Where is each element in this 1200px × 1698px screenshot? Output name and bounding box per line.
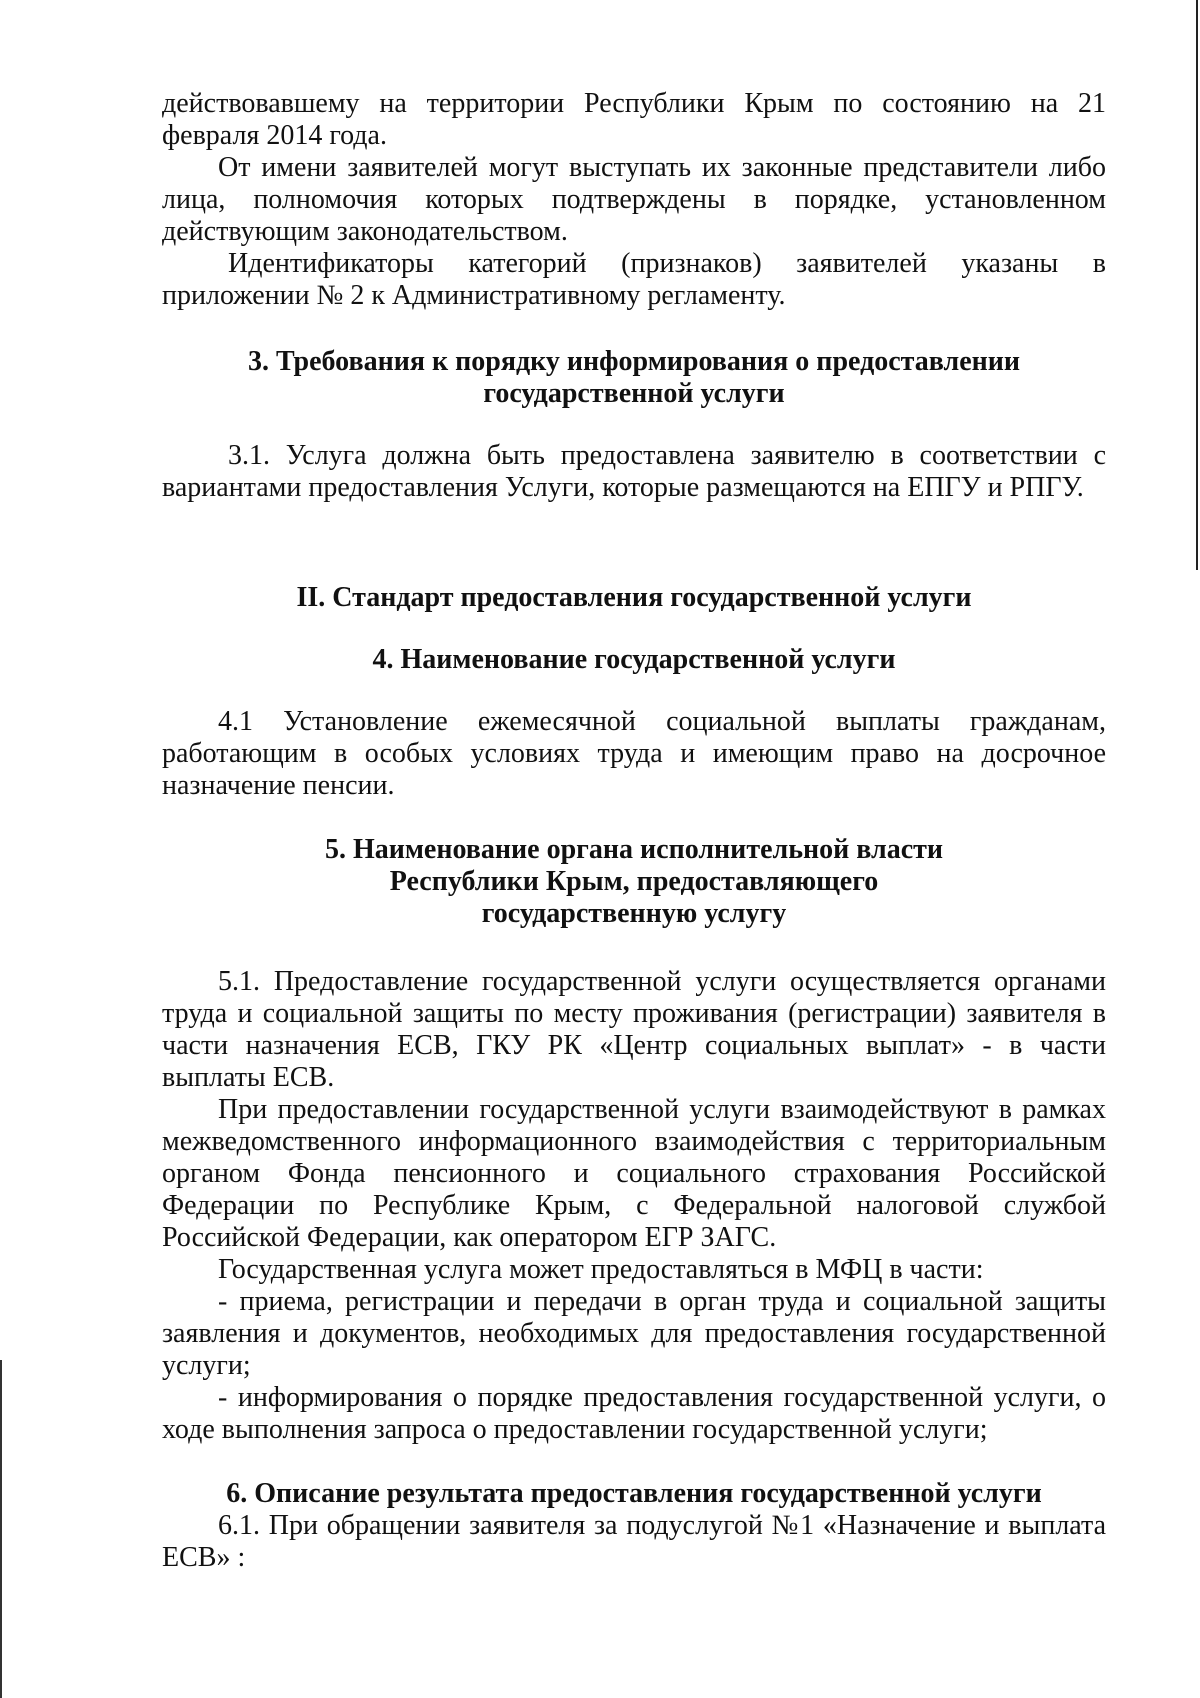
- paragraph-5-1: 5.1. Предоставление государственной услуги осуществляется органами труда и социальной защиты по месту проживания (регистрации) заявителя в части назначения ЕСВ, ГКУ РК «Центр социальных выплат» - в части выплаты ЕСВ.: [162, 966, 1106, 1093]
- paragraph-6-1: 6.1. При обращении заявителя за подуслугой №1 «Назначение и выплата ЕСВ» :: [162, 1510, 1106, 1573]
- section-3-heading-line-1: 3. Требования к порядку информирования о предоставлении: [247, 346, 1021, 377]
- section-5-heading-line-2: Республики Крым, предоставляющего: [389, 866, 879, 897]
- paragraph-interaction: При предоставлении государственной услуги взаимодействуют в рамках межведомственного информационного взаимодействия с территориальным органом Фонда пенсионного и социального страхования Российской Федерации по Республике Крым, с Федеральной налоговой службой Российской Федерации, как оператором ЕГР ЗАГС.: [162, 1094, 1106, 1253]
- paragraph-representatives: От имени заявителей могут выступать их законные представители либо лица, полномочия которых подтверждены в порядке, установленном действующим законодательством.: [162, 152, 1106, 247]
- paragraph-identifiers: Идентификаторы категорий (признаков) заявителей указаны в приложении № 2 к Административному регламенту.: [162, 248, 1106, 311]
- section-4-heading: 4. Наименование государственной услуги: [372, 644, 896, 675]
- chapter-2-heading: II. Стандарт предоставления государственной услуги: [296, 582, 972, 613]
- document-body: [162, 88, 1106, 1574]
- paragraph-3-1: 3.1. Услуга должна быть предоставлена заявителю в соответствии с вариантами предоставления Услуги, которые размещаются на ЕПГУ и РПГУ.: [162, 440, 1106, 503]
- paragraph-mfc: Государственная услуга может предоставляться в МФЦ в части:: [218, 1254, 984, 1285]
- section-3-heading-line-2: государственной услуги: [483, 378, 785, 409]
- paragraph-intro: действовавшему на территории Республики Крым по состоянию на 21 февраля 2014 года.: [162, 88, 1106, 151]
- section-6-heading: 6. Описание результата предоставления государственной услуги: [226, 1478, 1042, 1509]
- scan-edge-mark-left: [0, 1360, 2, 1698]
- paragraph-mfc-item-1: - приема, регистрации и передачи в орган труда и социальной защиты заявления и документов, необходимых для предоставления государственной услуги;: [162, 1286, 1106, 1381]
- section-5-heading-line-1: 5. Наименование органа исполнительной власти: [324, 834, 944, 865]
- section-5-heading: [162, 834, 1106, 930]
- section-5-heading-line-3: государственную услугу: [481, 898, 787, 929]
- scan-edge-mark-right: [1196, 0, 1198, 570]
- section-3-heading: [162, 346, 1106, 410]
- paragraph-mfc-item-2: - информирования о порядке предоставления государственной услуги, о ходе выполнения запроса о предоставлении государственной услуги;: [162, 1382, 1106, 1445]
- paragraph-4-1: 4.1 Установление ежемесячной социальной выплаты гражданам, работающим в особых условиях труда и имеющим право на досрочное назначение пенсии.: [162, 706, 1106, 801]
